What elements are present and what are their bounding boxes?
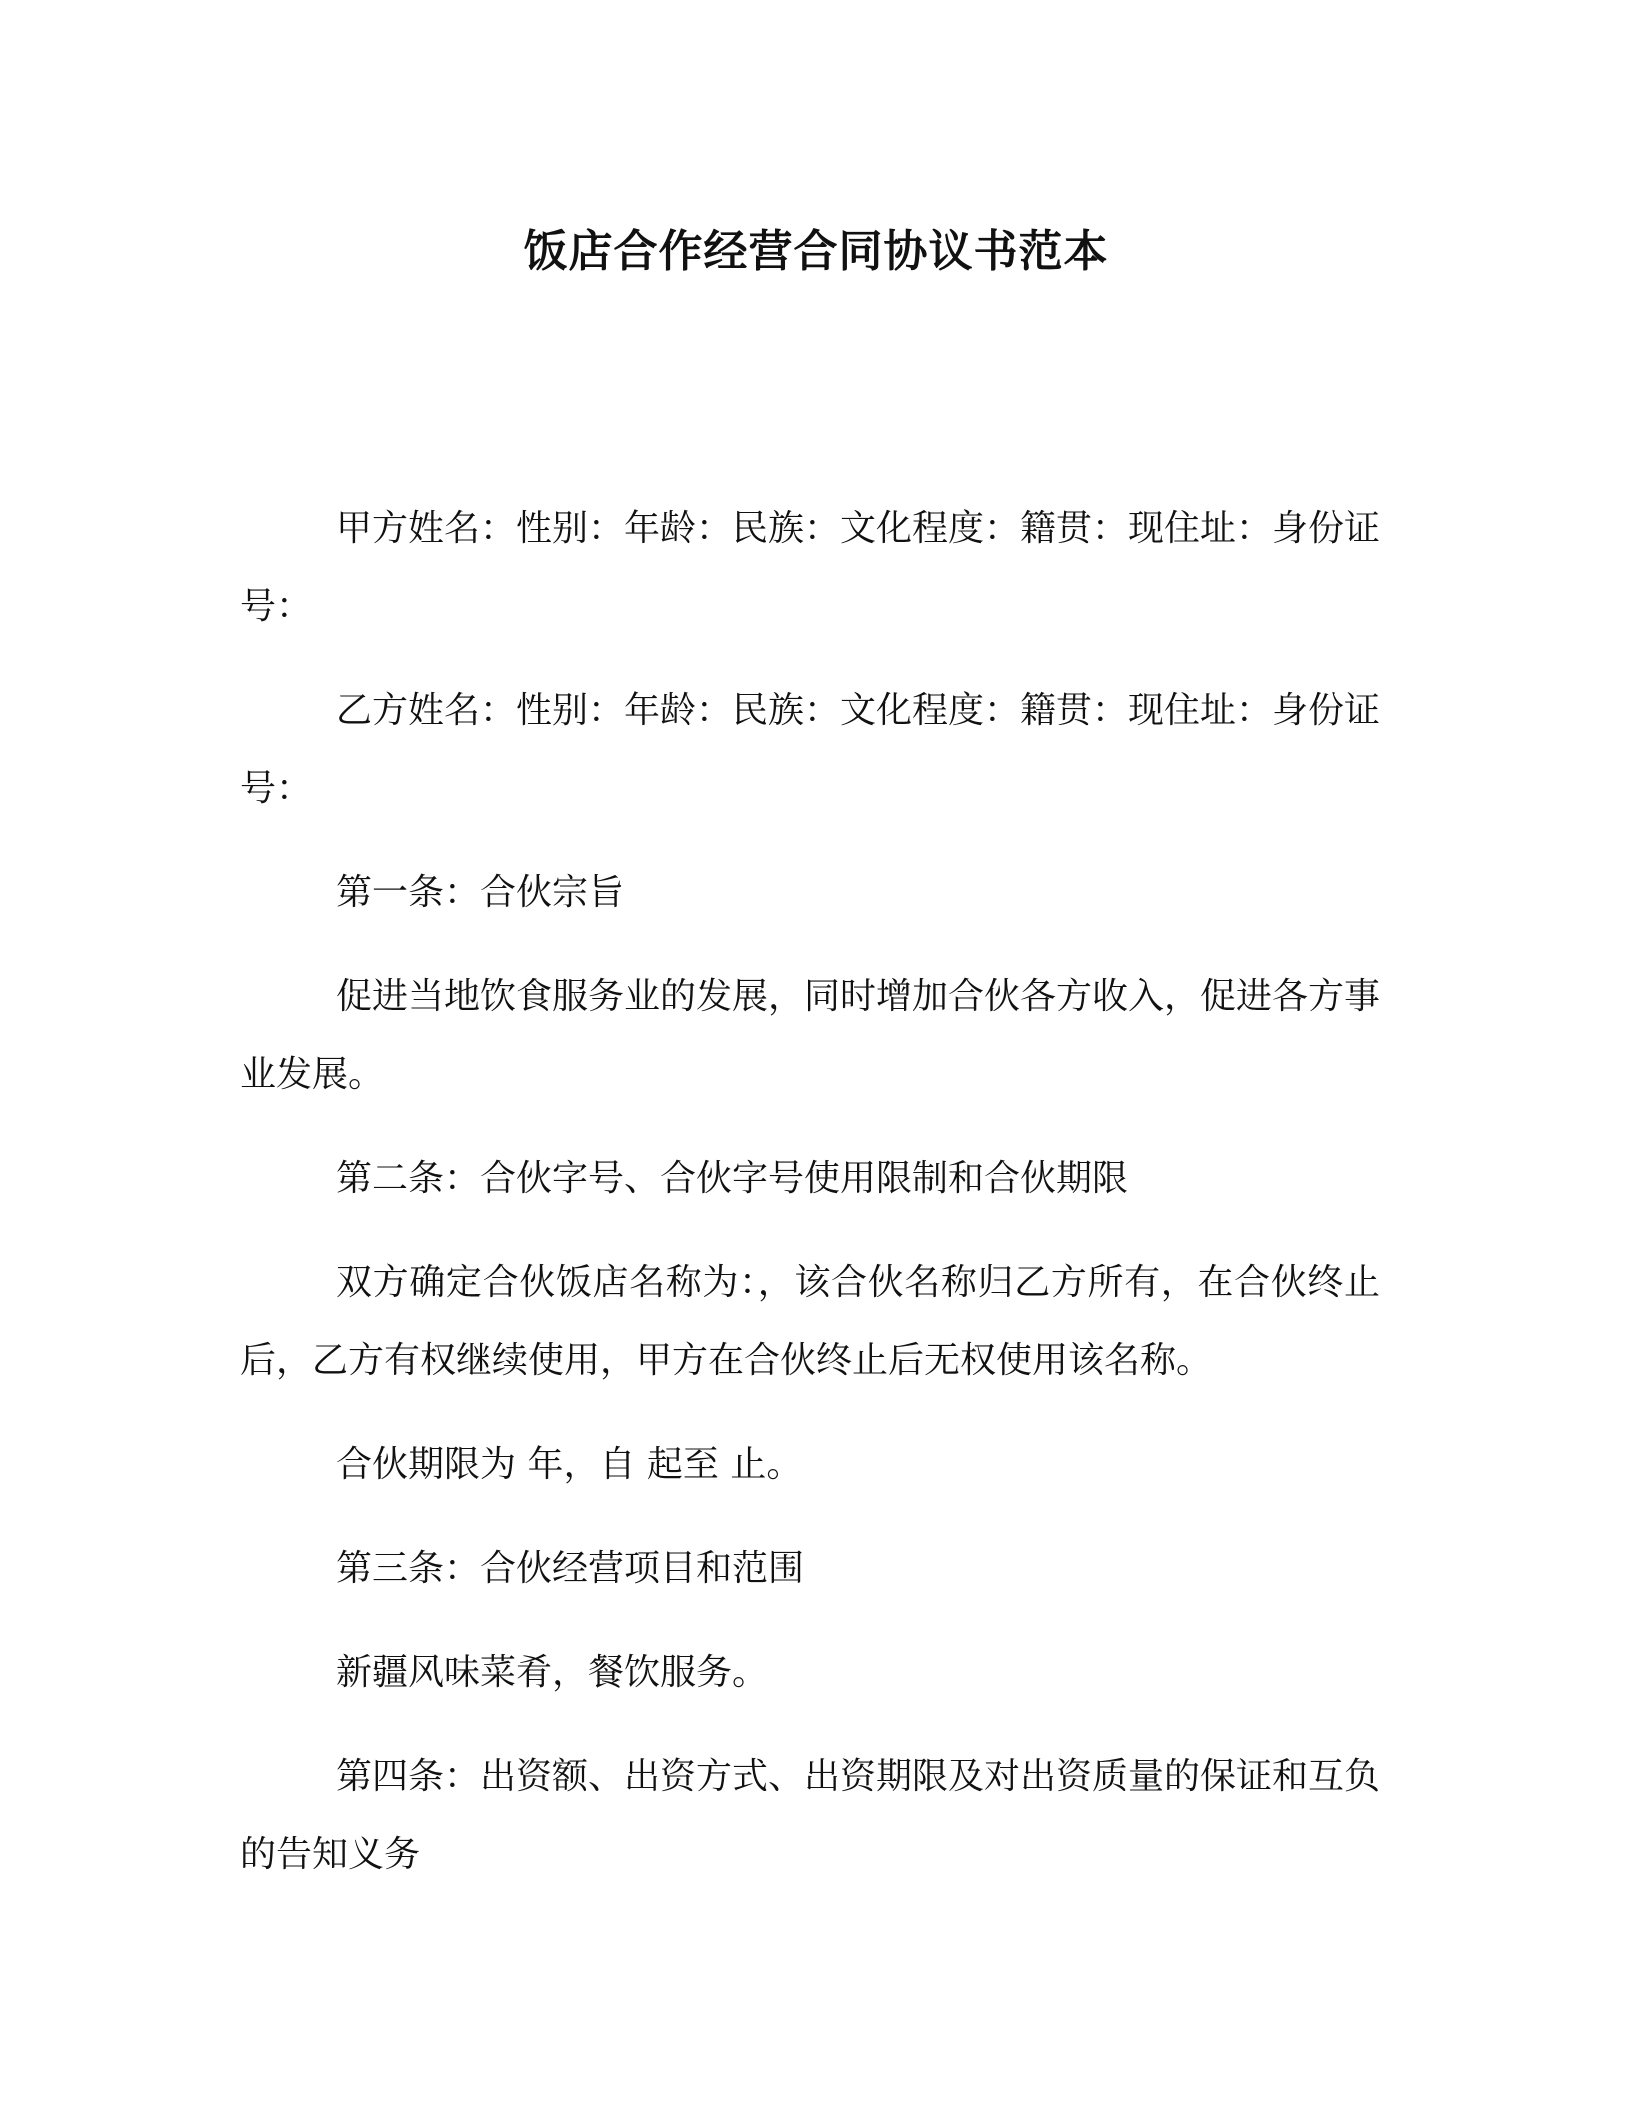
article-2-heading: 第二条：合伙字号、合伙字号使用限制和合伙期限 — [336, 1158, 1129, 1199]
article-4-heading: 第四条：出资额、出资方式、出资期限及对出资质量的保证和互负的告知义务 — [240, 1756, 1381, 1875]
article-1-heading: 第一条：合伙宗旨 — [336, 872, 625, 913]
article-3-heading: 第三条：合伙经营项目和范围 — [336, 1548, 805, 1589]
document-title: 饭店合作经营合同协议书范本 — [523, 226, 1109, 277]
paragraph-party-b: 乙方姓名：性别：年龄：民族：文化程度：籍贯：现住址：身份证号： — [240, 690, 1381, 809]
article-3-text: 新疆风味菜肴，餐饮服务。 — [336, 1652, 769, 1693]
article-2-term: 合伙期限为 年，自 起至 止。 — [336, 1444, 803, 1485]
article-1-text: 促进当地饮食服务业的发展，同时增加合伙各方收入，促进各方事业发展。 — [240, 976, 1381, 1095]
document-body — [240, 490, 1380, 1920]
article-2-text: 双方确定合伙饭店名称为：，该合伙名称归乙方所有，在合伙终止后，乙方有权继续使用，甲方在合伙终止后无权使用该名称。 — [240, 1262, 1380, 1381]
paragraph-party-a: 甲方姓名：性别：年龄：民族：文化程度：籍贯：现住址：身份证号： — [240, 508, 1381, 627]
